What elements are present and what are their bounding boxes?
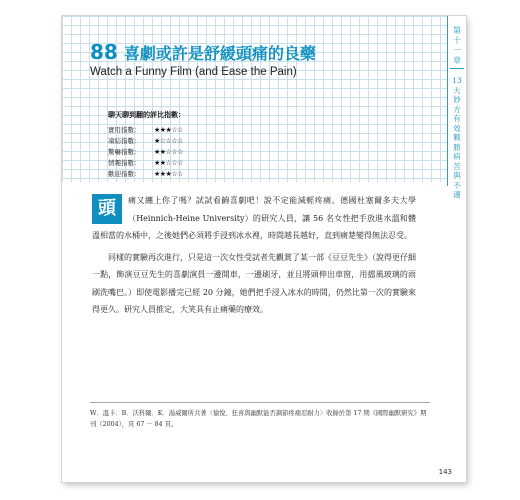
page-title xyxy=(90,40,440,62)
rating-row xyxy=(108,146,238,157)
ratings-list xyxy=(108,124,238,179)
star-rating: ★★★☆☆ xyxy=(154,125,183,134)
chapter-sidebar xyxy=(447,16,466,199)
title-text: 喜劇或許是舒緩頭痛的良藥 xyxy=(123,44,316,63)
ratings-heading: 聊天聊到翻的評比指數： xyxy=(108,111,185,119)
rating-label: 凍結指數： xyxy=(108,137,141,145)
paragraph-2: 同樣的實驗再次進行，只是這一次女性受試者先觀賞了某一部《豆豆先生》（說得更仔細一點，飾演豆豆先生的喜劇演員一邊開車，一邊刷牙，並且將頭伸出車窗，用擋風玻璃的雨刷洗嘴巴。）即使電影播完已經 20 分鐘，她們把手浸入冰水的時間，仍然比第一次的實驗來得更久。研究人員推定，大笑具有止痛藥的療效。 xyxy=(92,252,416,314)
rating-row xyxy=(108,157,238,168)
article-body xyxy=(92,192,416,319)
rating-label: 歡迎指數： xyxy=(108,170,141,178)
footnote-divider xyxy=(90,402,430,403)
star-rating: ★★☆☆☆ xyxy=(154,158,183,167)
drop-cap: 頭 xyxy=(92,194,122,224)
star-rating: ★★☆☆☆ xyxy=(154,147,183,156)
chapter-label: 第十一章 xyxy=(453,26,461,65)
rating-label: 實用指數： xyxy=(108,126,141,134)
rating-label: 情趣指數： xyxy=(108,159,141,167)
rating-row xyxy=(108,124,238,135)
chapter-section-title: 13大妙方有效戰勝病苦與不適 xyxy=(452,76,462,199)
paragraph-1: 痛又纏上你了嗎？試試看齣喜劇吧！說不定能減輕疼痛。德國杜塞爾多夫大學（Heinnich-Heine University）的研究人員，讓 56 名女性把手放進水溫和體溫相當的水桶中，之後她們必須將手浸到冰水裡，時間越長越好，直到痛楚變得無法忍受。 xyxy=(92,196,416,240)
rating-row xyxy=(108,135,238,146)
rating-label: 驚嚇指數： xyxy=(108,148,141,156)
star-rating: ★☆☆☆☆ xyxy=(154,136,183,145)
footnote: W．溫卡．B．沃科爾．K．湯威爾所共著〈愉悅、狂喜與幽默能否調節疼痛忍耐力〉收錄於第 17 期《國際幽默研究》期刊（2004），頁 67 － 84 頁。 xyxy=(90,410,427,428)
book-page xyxy=(62,16,466,482)
sidebar-divider xyxy=(450,68,464,69)
english-subtitle: Watch a Funny Film (and Ease the Pain) xyxy=(90,66,297,78)
tip-number: 88 xyxy=(90,40,118,64)
page-number: 143 xyxy=(438,468,452,476)
rating-row xyxy=(108,168,238,179)
star-rating: ★★★☆☆ xyxy=(154,169,183,178)
